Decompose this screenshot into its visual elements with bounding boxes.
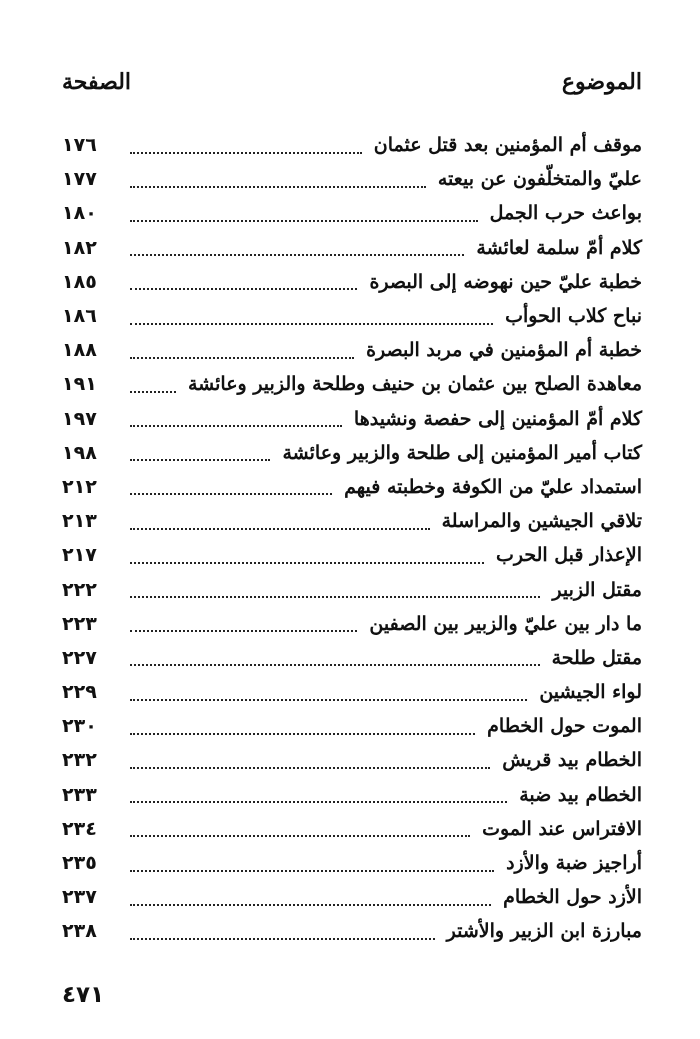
entry-page-number: ٢٣٢: [62, 749, 97, 772]
topic-column-label: الموضوع: [561, 69, 642, 95]
entry-title: لواء الجيشين: [539, 681, 642, 704]
entry-page-number: ١٨٢: [62, 236, 97, 259]
entry-page-number: ١٩١: [62, 373, 97, 396]
toc-entry: [62, 196, 642, 230]
entry-title: عليّ والمتخلّفون عن بيعته: [437, 168, 642, 191]
dot-leader: [130, 595, 540, 598]
entry-page-number: ١٧٧: [62, 168, 97, 191]
toc-entry: [62, 914, 642, 948]
entry-page-number: ٢٣٨: [62, 920, 97, 943]
dot-leader: [130, 834, 470, 837]
toc-entry: [62, 299, 642, 333]
entry-title: الافتراس عند الموت: [482, 817, 642, 840]
toc-entry: [62, 333, 642, 367]
entry-title: ما دار بين عليّ والزبير بين الصفين: [369, 612, 642, 635]
entry-title: مقتل طلحة: [551, 646, 642, 669]
dot-leader: [130, 458, 270, 461]
toc-entry: [62, 812, 642, 846]
dot-leader: [130, 766, 490, 769]
toc-entry: [62, 778, 642, 812]
toc-entry: [62, 709, 642, 743]
dot-leader: [130, 527, 430, 530]
entry-title: مبارزة ابن الزبير والأشتر: [446, 920, 642, 943]
toc-entry: [62, 641, 642, 675]
entry-title: كتاب أمير المؤمنين إلى طلحة والزبير وعائشة: [282, 441, 642, 464]
entry-title: أراجيز ضبة والأزد: [506, 852, 642, 875]
dot-leader: [130, 253, 464, 256]
toc-entry: [62, 504, 642, 538]
toc-entry: [62, 402, 642, 436]
toc-entry: [62, 162, 642, 196]
entry-page-number: ٢٢٢: [62, 578, 97, 601]
dot-leader: [130, 492, 332, 495]
entry-title: نباح كلاب الحوأب: [505, 305, 642, 328]
entry-title: معاهدة الصلح بين عثمان بن حنيف وطلحة والزبير وعائشة: [187, 373, 642, 396]
toc-entry: [62, 607, 642, 641]
entry-title: كلام أمّ سلمة لعائشة: [476, 236, 642, 259]
dot-leader: [130, 424, 342, 427]
dot-leader: [130, 937, 435, 940]
page-number-footer: ٤٧١: [62, 982, 105, 1008]
dot-leader: [130, 561, 484, 564]
entry-page-number: ٢٢٩: [62, 681, 97, 704]
entry-title: مقتل الزبير: [552, 578, 642, 601]
entry-page-number: ٢٣٥: [62, 852, 97, 875]
table-of-contents: [62, 128, 642, 949]
dot-leader: [130, 356, 354, 359]
entry-page-number: ١٨٠: [62, 202, 97, 225]
dot-leader: [130, 629, 357, 632]
entry-page-number: ١٨٦: [62, 305, 97, 328]
entry-page-number: ٢٢٧: [62, 646, 97, 669]
dot-leader: [130, 903, 491, 906]
toc-entry: [62, 367, 642, 401]
dot-leader: [130, 185, 426, 188]
entry-title: بواعث حرب الجمل: [489, 202, 642, 225]
entry-page-number: ٢٣٠: [62, 715, 97, 738]
entry-page-number: ٢١٧: [62, 544, 97, 567]
toc-header: [62, 62, 642, 102]
entry-page-number: ٢٣٧: [62, 886, 97, 909]
dot-leader: [130, 732, 475, 735]
entry-title: تلاقي الجيشين والمراسلة: [441, 510, 642, 533]
toc-entry: [62, 846, 642, 880]
toc-entry: [62, 675, 642, 709]
entry-title: موقف أم المؤمنين بعد قتل عثمان: [373, 134, 642, 157]
entry-page-number: ١٩٨: [62, 441, 97, 464]
dot-leader: [130, 663, 540, 666]
entry-title: الخطام بيد ضبة: [519, 783, 642, 806]
page-column-label: الصفحة: [62, 69, 132, 95]
entry-title: استمداد عليّ من الكوفة وخطبته فيهم: [344, 475, 642, 498]
entry-page-number: ١٧٦: [62, 134, 97, 157]
toc-entry: [62, 128, 642, 162]
dot-leader: [130, 287, 357, 290]
entry-title: كلام أمّ المؤمنين إلى حفصة ونشيدها: [353, 407, 642, 430]
toc-entry: [62, 470, 642, 504]
dot-leader: [130, 390, 176, 393]
entry-title: خطبة أم المؤمنين في مربد البصرة: [366, 339, 642, 362]
entry-page-number: ٢١٢: [62, 475, 97, 498]
entry-title: الموت حول الخطام: [487, 715, 642, 738]
toc-entry: [62, 231, 642, 265]
entry-page-number: ٢٣٤: [62, 817, 97, 840]
entry-page-number: ٢١٣: [62, 510, 97, 533]
entry-page-number: ١٩٧: [62, 407, 97, 430]
dot-leader: [130, 322, 493, 325]
dot-leader: [130, 698, 527, 701]
toc-entry: [62, 572, 642, 606]
dot-leader: [130, 151, 362, 154]
dot-leader: [130, 800, 507, 803]
dot-leader: [130, 219, 478, 222]
entry-title: الخطام بيد قريش: [502, 749, 642, 772]
entry-page-number: ١٨٨: [62, 339, 97, 362]
entry-title: خطبة عليّ حين نهوضه إلى البصرة: [369, 270, 642, 293]
toc-entry: [62, 265, 642, 299]
entry-title: الأزد حول الخطام: [503, 886, 642, 909]
toc-entry: [62, 436, 642, 470]
dot-leader: [130, 869, 494, 872]
entry-page-number: ٢٢٣: [62, 612, 97, 635]
toc-entry: [62, 880, 642, 914]
entry-title: الإعذار قبل الحرب: [495, 544, 642, 567]
toc-entry: [62, 538, 642, 572]
entry-page-number: ١٨٥: [62, 270, 97, 293]
entry-page-number: ٢٣٣: [62, 783, 97, 806]
toc-entry: [62, 743, 642, 777]
